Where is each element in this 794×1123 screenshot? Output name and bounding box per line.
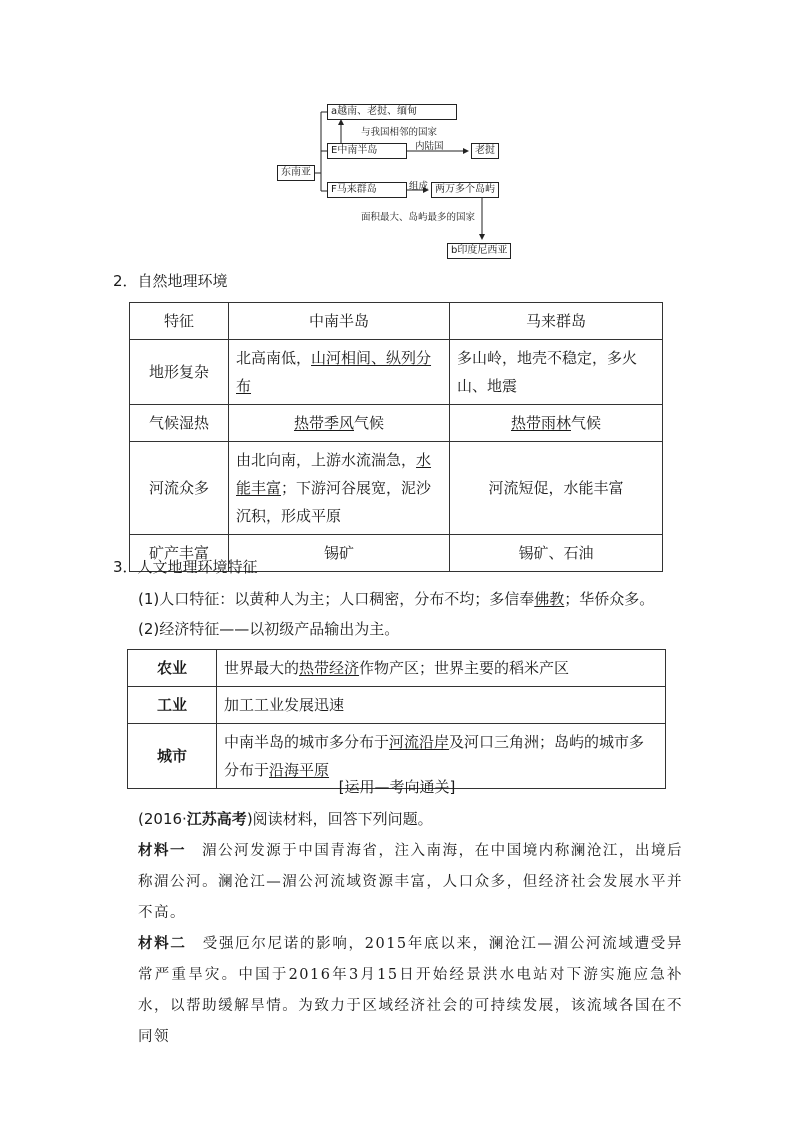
- table1-feature-cell: 气候湿热: [130, 405, 229, 442]
- label-compose: 组成: [409, 181, 429, 192]
- source-text: (2016·: [138, 810, 187, 828]
- table1-malay-cell: 锡矿、石油: [450, 535, 663, 572]
- practice-source: [138, 808, 433, 830]
- underlined-text: 热带季风: [293, 414, 354, 432]
- table1-malay-cell: 多山岭，地壳不稳定，多火山、地震: [450, 340, 663, 405]
- underlined-text: 河流沿岸: [389, 733, 450, 751]
- material-1: [138, 836, 683, 929]
- table-row: [128, 650, 666, 687]
- underlined-text: 热带经济: [299, 659, 360, 677]
- population-text: 以黄种人为主；人口稠密，分布不均；多信奉: [234, 590, 535, 608]
- diagram-box-b: b印度尼西亚: [447, 243, 511, 259]
- table-row: [130, 405, 663, 442]
- source-exam: 江苏高考: [186, 810, 247, 828]
- section3-title: 3．人文地理环境特征: [113, 558, 258, 576]
- cell-text: 北高南低，: [236, 349, 312, 367]
- population-line: [138, 588, 654, 610]
- diagram-box-islands: 两万多个岛屿: [431, 182, 499, 198]
- table2-label-cell: 城市: [128, 724, 217, 789]
- table1-header-feature: 特征: [130, 303, 229, 340]
- cell-text: 气候: [354, 414, 385, 432]
- material-1-text: 湄公河发源于中国青海省，注入南海，在中国境内称澜沧江，出境后称湄公河。澜沧江—湄公河流域资源丰富，人口众多，但经济社会发展水平并不高。: [138, 843, 684, 921]
- underlined-text: 水能丰富: [236, 451, 432, 497]
- diagram-box-a: a越南、老挝、缅甸: [327, 104, 457, 120]
- table2-text-cell: 加工工业发展迅速: [217, 687, 666, 724]
- table2-text-cell: [217, 650, 666, 687]
- underlined-text: 山河相间、纵列分布: [236, 349, 432, 395]
- diagram-box-laos: 老挝: [471, 143, 499, 159]
- diagram-root-box: 东南亚: [277, 165, 315, 181]
- economy-label: (2)经济特征——: [138, 620, 250, 638]
- table1-indochina-cell: [229, 442, 450, 535]
- source-instruction: )阅读材料，回答下列问题。: [246, 810, 433, 828]
- label-inland: 内陆国: [415, 141, 444, 152]
- table1-indochina-cell: [229, 340, 450, 405]
- table1-feature-cell: 矿产丰富: [130, 535, 229, 572]
- cell-text: 世界最大的: [224, 659, 300, 677]
- table1-indochina-cell: [229, 405, 450, 442]
- diagram-connectors: [265, 96, 545, 266]
- table2-label-cell: 工业: [128, 687, 217, 724]
- table1-malay-cell: [450, 405, 663, 442]
- material-2: [138, 929, 683, 1053]
- cell-text: 由北向南，上游水流湍急，: [236, 451, 417, 469]
- section2-title: 2．自然地理环境: [113, 272, 228, 290]
- population-label: (1)人口特征：: [138, 590, 235, 608]
- diagram-box-f: F马来群岛: [327, 182, 407, 198]
- table-row: [130, 442, 663, 535]
- population-text-end: ；华侨众多。: [564, 590, 655, 608]
- diagram-box-e: E中南半岛: [327, 143, 407, 159]
- table1-feature-cell: 河流众多: [130, 442, 229, 535]
- practice-heading: [运用—考向通关]: [338, 778, 456, 796]
- cell-text: 中南半岛的城市多分布于: [224, 733, 390, 751]
- material-1-label: 材料一: [138, 843, 187, 859]
- economy-text: 以初级产品输出为主。: [249, 620, 400, 638]
- cell-text: 及河口三角洲；岛屿的城市多分布于: [224, 733, 645, 779]
- economy-line: [138, 618, 399, 640]
- underlined-text: 热带雨林: [510, 414, 571, 432]
- table1-feature-cell: 地形复杂: [130, 340, 229, 405]
- cell-text: 作物产区；世界主要的稻米产区: [359, 659, 570, 677]
- table1-header-indochina: 中南半岛: [229, 303, 450, 340]
- concept-diagram: [265, 96, 545, 266]
- table1-header-row: [130, 303, 663, 340]
- economy-table: [127, 649, 666, 789]
- table2-label-cell: 农业: [128, 650, 217, 687]
- label-largest: 面积最大、岛屿最多的国家: [361, 212, 476, 223]
- material-2-label: 材料二: [138, 936, 187, 952]
- underlined-text: 沿海平原: [269, 761, 330, 779]
- cell-text: 气候: [571, 414, 602, 432]
- material-2-text: 受强厄尔尼诺的影响，2015年底以来，澜沧江—湄公河流域遭受异常严重旱灾。中国于2016年3月15日开始经景洪水电站对下游实施应急补水，以帮助缓解旱情。为致力于区域经济社会的可持续发展，该流域各国在不同领: [138, 936, 683, 1045]
- label-neighbor: 与我国相邻的国家: [361, 127, 438, 138]
- table-row: [130, 340, 663, 405]
- table1-indochina-cell: 锡矿: [229, 535, 450, 572]
- table1-header-malay: 马来群岛: [450, 303, 663, 340]
- underlined-text: 佛教: [534, 590, 565, 608]
- cell-text: ；下游河谷展宽，泥沙沉积，形成平原: [236, 479, 432, 525]
- natural-environment-table: [129, 302, 663, 572]
- table-row: [128, 687, 666, 724]
- table1-malay-cell: 河流短促，水能丰富: [450, 442, 663, 535]
